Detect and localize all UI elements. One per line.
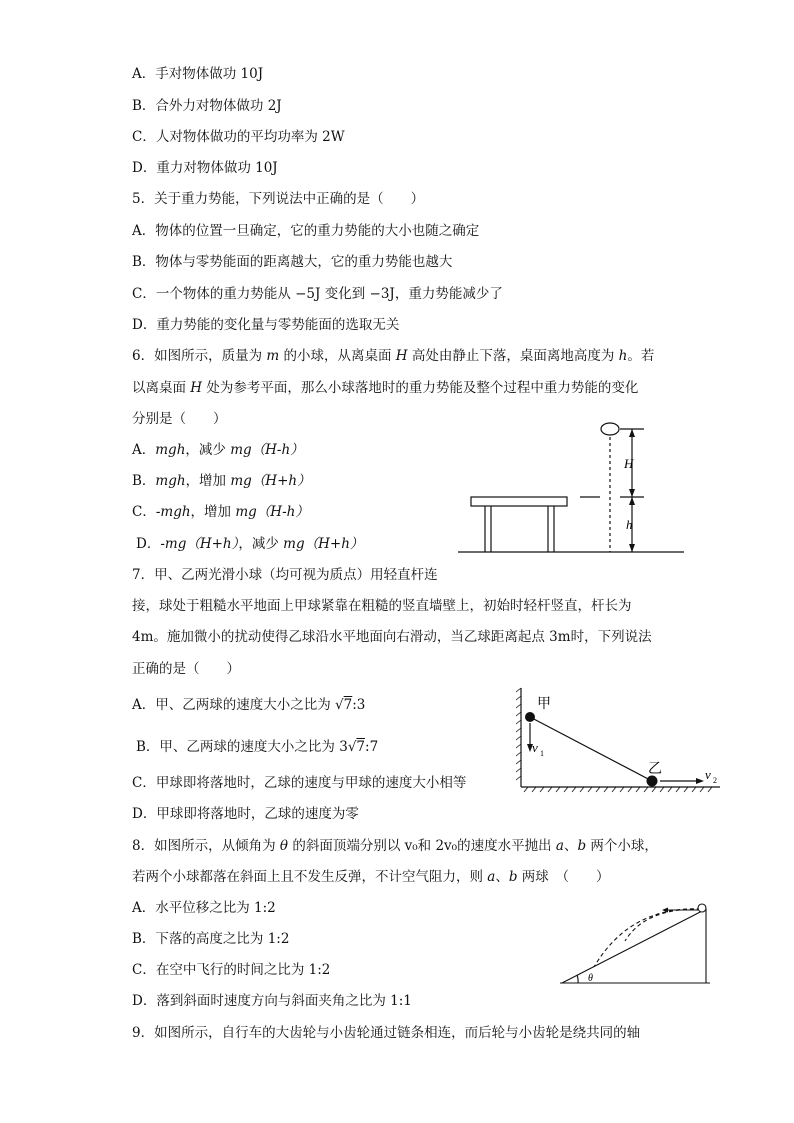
sqrt-sign: √ — [335, 697, 344, 713]
q7-stem-line2: 接，球处于粗糙水平地面上甲球紧靠在粗糙的竖直墙壁上，初始时轻杆竖直，杆长为 — [132, 598, 632, 614]
q7-option-a: A．甲、乙两球的速度大小之比为 √7:3 — [132, 697, 366, 713]
label-h: h — [626, 517, 633, 532]
table-top — [471, 497, 567, 506]
q5-option-d: D．重力势能的变化量与零势能面的选取无关 — [132, 317, 400, 333]
label-H: H — [624, 456, 634, 471]
q6-stem-line1: 6．如图所示，质量为 m 的小球，从离桌面 H 高处由静止下落，桌面离地高度为 h。若 — [132, 348, 655, 364]
q6-option-d: D．-mg（H+h），减少 mg（H+h） — [136, 536, 364, 552]
label-jia: 甲 — [537, 697, 551, 712]
q4-option-b: B．合外力对物体做功 2J — [132, 98, 282, 114]
q6-option-c: C．-mgh，增加 mg（H-h） — [132, 504, 309, 520]
q6-stem-line3: 分别是（ ） — [132, 411, 227, 427]
ball-yi — [647, 776, 658, 787]
sqrt-sign: √ — [347, 739, 357, 755]
ball — [601, 423, 619, 435]
q8-option-c: C．在空中飞行的时间之比为 1:2 — [132, 962, 331, 978]
label-v2: v — [705, 767, 711, 782]
q5-option-c: C．一个物体的重力势能从 −5J 变化到 −3J，重力势能减少了 — [132, 286, 503, 302]
incline-slope — [562, 909, 706, 983]
label-v1-sub: 1 — [540, 749, 544, 758]
q4-option-d: D．重力对物体做功 10J — [132, 160, 278, 176]
q7-option-d: D．甲球即将落地时，乙球的速度为零 — [132, 806, 359, 822]
label-theta: θ — [588, 973, 593, 984]
q7-figure — [512, 686, 724, 792]
q9-stem-line1: 9．如图所示，自行车的大齿轮与小齿轮通过链条相连，而后轮与小齿轮是绕共同的轴 — [132, 1025, 641, 1041]
q6-stem-line2: 以离桌面 H 处为参考平面，那么小球落地时的重力势能及整个过程中重力势能的变化 — [132, 380, 639, 396]
q8-option-a: A．水平位移之比为 1:2 — [132, 900, 276, 916]
q7-stem-line4: 正确的是（ ） — [132, 661, 240, 677]
q7-stem-line1: 7．甲、乙两光滑小球（均可视为质点）用轻直杆连 — [132, 567, 438, 583]
q4-option-c: C．人对物体做功的平均功率为 2W — [132, 129, 345, 145]
q7-stem-line3: 4m。施加微小的扰动使得乙球沿水平地面向右滑动，当乙球距离起点 3m时，下列说法 — [132, 629, 652, 645]
q6-option-b: B．mgh，增加 mg（H+h） — [132, 473, 311, 489]
q7-option-b: B．甲、乙两球的速度大小之比为 3√7:7 — [136, 739, 379, 755]
q8-option-d: D．落到斜面时速度方向与斜面夹角之比为 1:1 — [132, 993, 412, 1009]
q7-option-c: C．甲球即将落地时，乙球的速度与甲球的速度大小相等 — [132, 775, 467, 791]
projectile-ball — [698, 904, 706, 912]
q5-option-a: A．物体的位置一旦确定，它的重力势能的大小也随之确定 — [132, 223, 480, 239]
q6-option-a: A．mgh，减少 mg（H-h） — [132, 442, 304, 458]
q8-figure — [560, 900, 714, 986]
q8-option-b: B．下落的高度之比为 1:2 — [132, 931, 290, 947]
label-v1: v — [532, 740, 538, 755]
label-v2-sub: 2 — [713, 776, 717, 785]
path-a — [625, 909, 701, 941]
q6-figure — [458, 420, 688, 556]
rod — [530, 717, 652, 781]
theta-arc — [577, 975, 578, 983]
ball-jia — [525, 712, 535, 722]
q8-stem-line1: 8．如图所示，从倾角为 θ 的斜面顶端分别以 v₀和 2v₀的速度水平抛出 a、b 两个小球， — [132, 838, 658, 854]
label-yi: 乙 — [648, 762, 662, 777]
q5-stem: 5．关于重力势能，下列说法中正确的是（ ） — [132, 191, 425, 207]
q5-option-b: B．物体与零势能面的距离越大，它的重力势能也越大 — [132, 254, 453, 270]
q8-stem-line2: 若两个小球都落在斜面上且不发生反弹，不计空气阻力，则 a、b 两球 （ ） — [132, 869, 610, 885]
q4-option-a: A．手对物体做功 10J — [132, 66, 264, 82]
